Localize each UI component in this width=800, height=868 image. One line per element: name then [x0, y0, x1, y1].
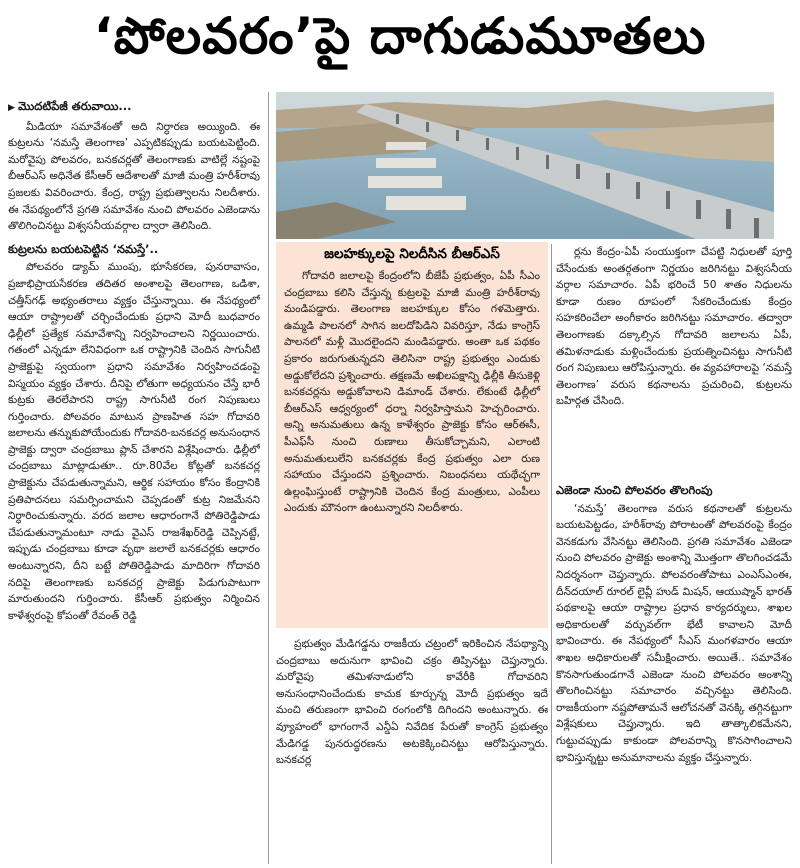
paragraph: మీడియా సమావేశంతో అది నిర్ధారణ అయ్యింది. ఈ కుట్రలను ‘నమస్తే తెలంగాణ’ ఎప్పటికప్పుడు బయటపెట్టింది. మరోవైపు పోలవరం, బనకచర్లతో తెలంగాణకు వాటిల్లే నష్టంపై బీఆర్‌ఎస్‌ అధినేత కేసీఆర్‌ ఆదేశాలతో మాజీ మంత్రి హరీశ్‌రావు ప్రజలకు వివరించారు. కేంద్ర, రాష్ట్ర ప్రభుత్వాలను నిలదీశారు. ఈ నేపథ్యంలోనే ప్రగతి సమావేశం నుంచి పోలవరం ఎజెండాను తొలిగించినట్టు విశ్వసనీయవర్గాల ద్వారా తెలిసింది. [8, 120, 260, 233]
column-divider [551, 244, 552, 864]
paragraph: గోదావరి జలాలపై కేంద్రంలోని బీజేపీ ప్రభుత్వం, ఏపీ సీఎం చంద్రబాబు కలిసి చేస్తున్న కుట్రలపై మాజీ మంత్రి హరీశ్‌రావు మండిపడ్డారు. తెలంగాణ జలహక్కుల కోసం గళమెత్తారు. ఉమ్మడి పాలనలో సాగిన జలదోపిడిని వివరిస్తూ, నేడు కాంగ్రెస్‌ పాలనలో మళ్లీ మొదలైందని మండిపడ్డారు. అంతా ఒక పథకం ప్రకారం జరుగుతున్నదని తెలిసినా రాష్ట్ర ప్రభుత్వం ఎందుకు అడ్డుకోలేదని ప్రశ్నించారు. తక్షణమే అఖిలపక్షాన్ని ఢిల్లీకి తీసుకెళ్లి బనకచర్లను అడ్డుకోవాలని డిమాండ్‌ చేశారు. లేకుంటే ఢిల్లీలో బీఆర్‌ఎస్‌ ఆధ్వర్యంలో ధర్నా నిర్వహిస్తామని హెచ్చరించారు. అన్ని అనుమతులు ఉన్న కాళేశ్వరం ప్రాజెక్టు కోసం ఆర్‌ఈసీ, పీఎఫ్‌సీ నుంచి రుణాలు తీసుకోచ్చామని, ఎలాంటి అనుమతులులేని బనకచర్లకు కేంద్ర ప్రభుత్వం ఎలా రుణ సహాయం చేస్తుందని ప్రశ్నించారు. నిబంధనలు యథేచ్ఛగా ఉల్లంఘిస్తుంటే రాష్ట్రానికి చెందిన కేంద్ర మంత్రులు, ఎంపీలు ఎందుకు మౌనంగా ఉంటున్నారని నిలదీశారు. [284, 270, 540, 515]
subheading: ఎజెండా నుంచి పోలవరం తొలగింపు [556, 483, 713, 497]
kicker: ▶ మొదటిపేజీ తరువాయి... [8, 98, 260, 117]
dam-photo [276, 92, 774, 239]
paragraph: ‘నమస్తే’ తెలంగాణ వరుస కథనాలతో కుట్రలను బయటపెట్టడం, హరీశ్‌రావు పోరాటంతో పోలవరంపై కేంద్రం వెనకడుగు వేసినట్టు తెలిసింది. ప్రగతి సమావేశం ఎజెండా నుంచి పోలవరం ప్రాజెక్టు అంశాన్ని మొత్తంగా తొలగించడమే నిదర్శనంగా చెప్తున్నారు. పోలవరంతోపాటు ఎంఎస్‌ఎంఈ, దీన్‌దయాల్‌ రూరల్‌ లైవ్లీ హుడ్‌ మిషన్‌, ఆయుష్మాన్‌ భారత్‌ పథకాలపై ఆయా రాష్ట్రాల ప్రధాన కార్యదర్శులు, శాఖల అధికారులతో వర్చువల్‌గా భేటీ కావాలని మోదీ భావించారు. ఈ నేపథ్యంలో సీఎస్‌ మంగళవారం ఆయా శాఖల అధికారులతో సమీక్షించారు. అయితే.. సమావేశం కొనసాగుతుండగానే ఎజెండా నుంచి పోలవరం అంశాన్ని తొలగించినట్టు సమాచారం వచ్చినట్టు తెలిసింది. రాజకీయంగా నష్టపోతామనే ఆలోచనతో వెనక్కి తగ్గినట్టుగా విశ్లేషకులు చెప్తున్నారు. ఇది తాత్కాలికమేనని, గుట్టుచప్పుడు కాకుండా పోలవరాన్ని కొనసాగించాలని భావిస్తున్నట్టు అనుమానాలను వ్యక్తం చేస్తున్నారు. [556, 502, 792, 764]
column-3-lower [556, 476, 792, 864]
paragraph: ర్లను కేంద్రం-ఏపీ సంయుక్తంగా చేపట్టి నిధులతో పూర్తి చేసేందుకు అంతర్గతంగా నిర్ణయం జరిగినట్టు విశ్వసనీయ వర్గాల సమాచారం. ఏపీ భరించే 50 శాతం నిధులను కూడా రుణం రూపంలో సేకరించేందుకు కేంద్రం సహకరించేలా అంగీకారం జరిగినట్టు సమాచారం. తద్వారా తెలంగాణకు దక్కాల్సిన గోదావరి జలాలను ఏపీ, తమిళనాడుకు మళ్లించేందుకు ప్రయత్నించినట్టు సాగునీటి రంగ నిపుణులు ఆరోపిస్తున్నారు. ఈ వ్యవహారాలపై ‘నమస్తే తెలంగాణ’ వరుస కథనాలను ప్రచురించి, కుట్రలను బహిర్గత చేసింది. [556, 246, 792, 408]
paragraph: పోలవరం డ్యామ్‌ ముంపు, భూసేకరణ, పునరావాసం, ప్రజాభిప్రాయసేకరణ తదితర అంశాలపై తెలంగాణ, ఒడిశా, చత్తీస్‌గఢ్‌ అభ్యంతరాలు వ్యక్తం చేస్తున్నాయి. ఈ నేపథ్యంలో ఆయా రాష్ట్రాలతో చర్చించేందుకు ప్రధాని మోదీ బుధవారం ఢిల్లీలో ప్రత్యేక సమావేశాన్ని నిర్వహించాలని నిర్ణయించారు. గతంలో ఎన్నడూ లేనివిధంగా ఒక రాష్ట్రానికి చెందిన సాగునీటి ప్రాజెక్టుపై స్వయంగా ప్రధాని సమావేశం నిర్వహించడంపై విస్మయం వ్యక్తం చేశారు. దీనిపై లోతుగా అధ్యయనం చేస్తే భారీ కుట్రకు తెరలేపారని రాష్ట్ర సాగునీటి రంగ నిపుణులు గుర్తించారు. పోలవరం మాటున ప్రాణహిత సహ గోదావరి జలాలను తన్నుకుపోయేందుకు గోదావరి-బనకచర్ల అనుసంధాన ప్రాజెక్టు ద్వారా చంద్రబాబు ప్లాన్‌ చేశారని విశ్లేషించారు. ఢిల్లీలో చంద్రబాబు మాట్లాడుతూ.. రూ.80వేల కోట్లతో బనకచర్ల ప్రాజెక్టును చేపడుతున్నామని, ఆర్థిక సహాయం కోసం కేంద్రానికి ప్రతిపాదనలు సమర్పించామని చెప్పడంతో కుట్ర నిజమేనని నిర్ధారించుకున్నారు. వరద జలాల ఆధారంగానే పోతిరెడ్డిపాడు చేపడుతున్నామంటూ నాడు వైఎస్‌ రాజశేఖర్‌రెడ్డి చెప్పినట్టే, ఇప్పుడు చంద్రబాబు కూడా వృథా జలాలే బనకచర్లకు ఆధారం అంటున్నారని, దీని బట్టే పోతిరెడ్డిపాడు మాదిరిగా గోదావరి నదిపై తెలంగాణకు బనకచర్ల ప్రాజెక్టు పిడుగుపాటుగా మారుతుందని గుర్తించారు. కేసీఆర్‌ ప్రభుత్వం నిర్మించిన కాళేశ్వరంపై కోపంతో రేవంత్‌ రెడ్డి [8, 261, 260, 622]
box-body [276, 268, 548, 517]
column-divider [268, 92, 269, 864]
subheading: కుట్రలను బయటపెట్టిన ‘నమస్తే’.. [8, 241, 159, 256]
column-1 [8, 92, 260, 864]
headline: ‘పోలవరం’పై దాగుడుమూతలు [93, 6, 707, 65]
column-3-upper [556, 244, 792, 476]
box-title: జలహక్కులపై నిలదీసిన బీఆర్‌ఎస్‌ [324, 246, 500, 262]
paragraph: ప్రభుత్వం మేడిగడ్డను రాజకీయ చట్రంలో ఇరికించిన నేపథ్యాన్ని చంద్రబాబు అదునుగా భావించి చక్రం తిప్పినట్టు చెప్తున్నారు. మరోవైపు తమిళనాడులోని కావేరీకి గోదావరిని అనుసంధానించేందుకు కాచుక కూర్చున్న మోదీ ప్రభుత్వం ఇదే మంచి తరుణంగా భావించి రంగంలోకి దిగిందని అంటున్నారు. ఈ వ్యూహంలో భాగంగానే ఎన్డీఏ నివేదిక పేరుతో కాంగ్రెస్‌ ప్రభుత్వం మేడిగడ్డ పునరుద్ధరణను అటకెక్కించినట్టు ఆరోపిస్తున్నారు. బనకచర్ల [276, 638, 548, 767]
column-2-lower [276, 636, 548, 864]
sidebar-box [276, 242, 548, 628]
dam-photo-illustration [276, 92, 774, 239]
